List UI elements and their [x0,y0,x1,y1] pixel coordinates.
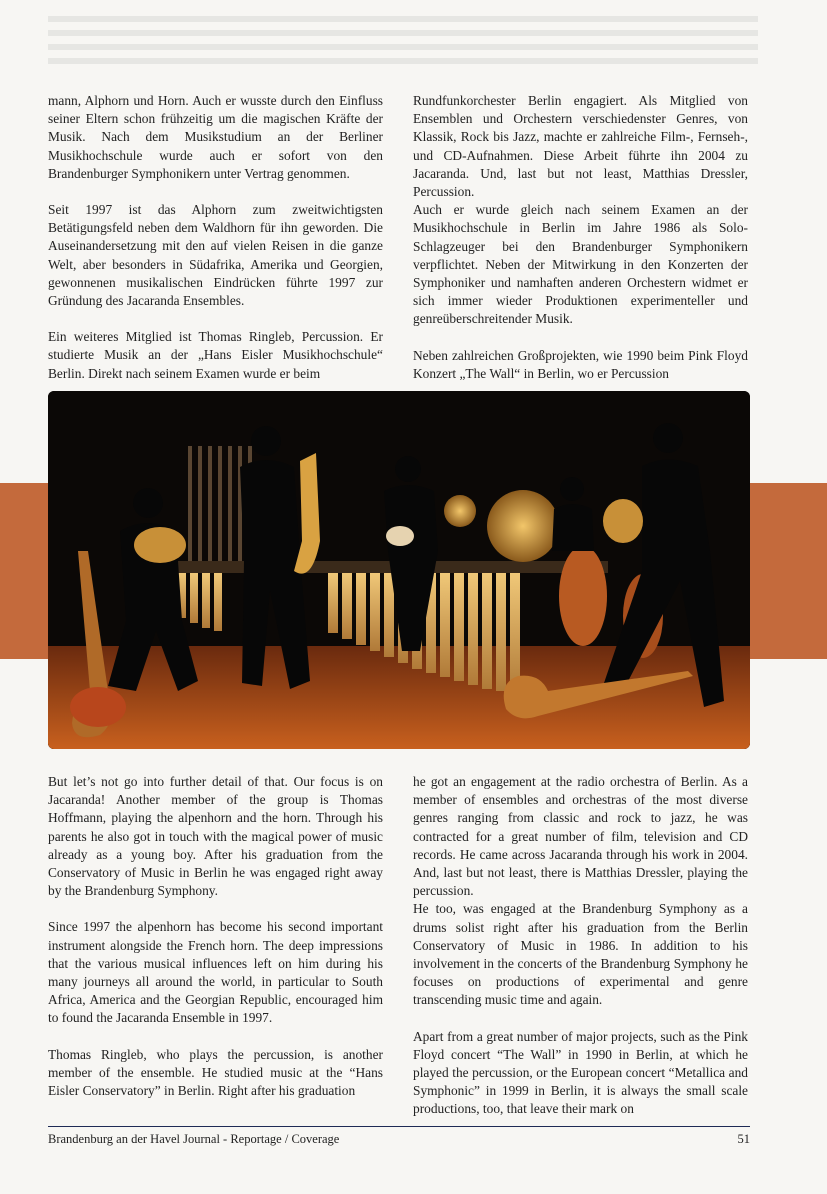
paragraph: Thomas Ringleb, who plays the percussion, is another member of the ensemble. He studied music at the “Hans Eisler Conservatory” in Berlin. Right after his graduation [48,1046,383,1099]
paragraph: Rundfunkorchester Berlin engagiert. Als Mitglied von Ensemblen und Orchestern verschiedenster Genres, von Klassik, Rock bis Jazz, machte er zahlreiche Film-, Fernseh-, und CD-Aufnahmen. Diese Arbeit führte ihn 2004 zu Jacaranda. Und, last but not least, Matthias Dressler, Percussion. [413,93,748,200]
paragraph: But let’s not go into further detail of that. Our focus is on Jacaranda! Another member of the group is Thomas Hoffmann, playing the alpenhorn and the horn. Through his parents he also got in touch with the magical power of music already as a young boy. After his graduation from the Conservatory of Music in Berlin he was engaged right away by the Brandenburg Symphony. [48,774,383,899]
bleed-through-text [48,8,758,78]
paragraph: Apart from a great number of major projects, such as the Pink Floyd concert “The Wall” in 1990 in Berlin, at which he played the percussion, or the European concert “Metallica and Symphonic” in 1999 in Berlin, it is always the small scale productions, too, that leave their mark on [413,1028,748,1117]
footer-rule [48,1126,750,1127]
paragraph: Seit 1997 ist das Alphorn zum zweitwichtigsten Betätigungsfeld neben dem Waldhorn für ihn geworden. Die Auseinandersetzung mit den auf vielen Reisen in die ganze Welt, aber besonders in Südafrika, Amerika und Georgien, gewonnenen musikalischen Eindrücken führte 1997 zur Gründung des Jacaranda Ensembles. [48,202,383,309]
german-text-left-column [48,92,383,383]
german-text-right-column [413,92,748,383]
paragraph: he got an engagement at the radio orchestra of Berlin. As a member of ensembles and orchestras of the most diverse genres ranging from classic and rock to jazz, he was contracted for a great number of film, television and CD records. He came across Jacaranda through his work in 2004. And, last but not least, there is Matthias Dressler, playing the percussion. [413,774,748,899]
paragraph: mann, Alphorn und Horn. Auch er wusste durch den Einfluss seiner Eltern schon frühzeitig um die magischen Kräfte der Musik. Nach dem Musikstudium an der Berliner Musikhochschule wurde auch er sofort von den Brandenburger Symphonikern unter Vertrag genommen. [48,93,383,181]
english-text-left-column [48,773,383,1100]
paragraph: Since 1997 the alpenhorn has become his second important instrument alongside the French horn. The deep impressions that the various musical influences left on him during his many journeys all around the world, in particular to South Africa, America and the Georgian Republic, encouraged him to found the Jacaranda Ensemble in 1997. [48,919,383,1026]
paragraph: Neben zahlreichen Großprojekten, wie 1990 beim Pink Floyd Konzert „The Wall“ in Berlin, wo er Percussion [413,347,748,381]
footer-publication-title: Brandenburg an der Havel Journal - Reportage / Coverage [48,1132,340,1146]
paragraph: He too, was engaged at the Brandenburg Symphony as a drums solist right after his graduation from the Berlin Conservatory of Music in 1986. In addition to his involvement in the concerts of the Brandenburg Symphony he focuses on productions of experimental and genre transcending music time and again. [413,901,748,1008]
english-text-right-column [413,773,748,1119]
paragraph: Auch er wurde gleich nach seinem Examen an der Musikhochschule in Berlin im Jahre 1986 als Solo-Schlagzeuger bei den Brandenburger Symphonikern verpflichtet. Neben der Mitwirkung in den Konzerten der Symphoniker und namhaften anderen Orchestern widmet er sich immer wieder Produktionen experimenteller und genreüberschreitender Musik. [413,202,748,327]
ensemble-photo [48,391,750,749]
ensemble-photo-illustration [48,391,750,749]
page-number: 51 [737,1132,750,1146]
paragraph: Ein weiteres Mitglied ist Thomas Ringleb, Percussion. Er studierte Musik an der „Hans Eisler Musikhochschule“ Berlin. Direkt nach seinem Examen wurde er beim [48,329,383,381]
